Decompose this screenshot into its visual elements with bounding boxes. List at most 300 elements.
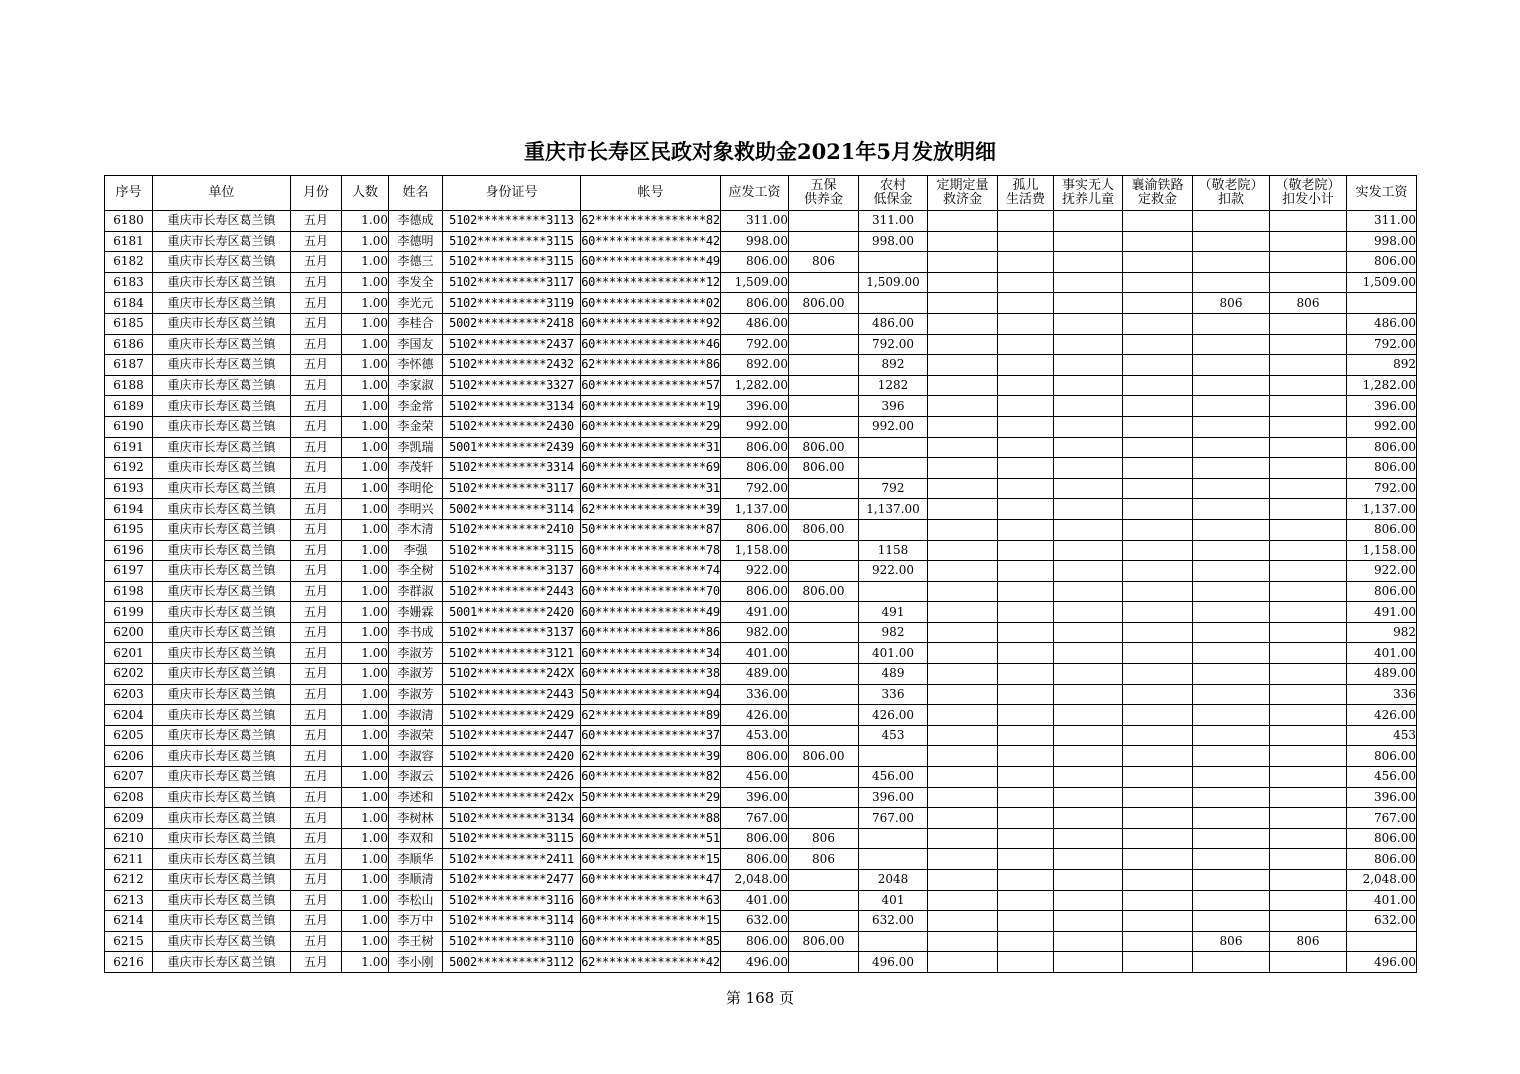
table-cell: 重庆市长寿区葛兰镇	[153, 375, 291, 396]
table-cell	[1270, 849, 1347, 870]
table-cell	[1123, 231, 1193, 252]
table-row	[105, 375, 1417, 396]
table-cell	[998, 952, 1054, 973]
table-cell: 五月	[291, 890, 342, 911]
table-cell: 五月	[291, 622, 342, 643]
table-cell: 重庆市长寿区葛兰镇	[153, 684, 291, 705]
table-cell	[1054, 561, 1123, 582]
table-cell	[1193, 684, 1270, 705]
table-cell: 767.00	[721, 808, 789, 829]
table-cell: 重庆市长寿区葛兰镇	[153, 416, 291, 437]
table-cell: 5102**********3110	[443, 931, 581, 952]
table-cell: 李淑容	[389, 746, 443, 767]
table-cell	[789, 313, 859, 334]
table-cell: 60****************31	[581, 478, 721, 499]
table-cell	[1270, 252, 1347, 273]
table-cell	[998, 437, 1054, 458]
table-cell	[1193, 787, 1270, 808]
table-cell	[1123, 272, 1193, 293]
table-cell	[928, 334, 998, 355]
table-cell: 486.00	[721, 313, 789, 334]
table-cell	[1193, 808, 1270, 829]
table-cell: 重庆市长寿区葛兰镇	[153, 746, 291, 767]
table-cell	[1270, 911, 1347, 932]
table-cell: 李淑芳	[389, 643, 443, 664]
table-cell: 62****************86	[581, 355, 721, 376]
table-cell: 311.00	[859, 211, 928, 232]
table-cell: 五月	[291, 478, 342, 499]
table-cell	[998, 313, 1054, 334]
table-cell: 6197	[105, 561, 153, 582]
table-cell: 5102**********2429	[443, 705, 581, 726]
table-cell: 6198	[105, 581, 153, 602]
table-cell: 李双和	[389, 828, 443, 849]
table-cell: 60****************02	[581, 293, 721, 314]
table-cell: 401.00	[1347, 643, 1417, 664]
table-cell	[928, 437, 998, 458]
table-cell	[1054, 767, 1123, 788]
table-cell: 60****************34	[581, 643, 721, 664]
table-row	[105, 334, 1417, 355]
table-cell: 806	[1193, 293, 1270, 314]
table-cell	[1123, 313, 1193, 334]
column-header: 孤儿 生活费	[998, 176, 1054, 211]
table-cell: 806.00	[1347, 252, 1417, 273]
table-cell: 5102**********3119	[443, 293, 581, 314]
table-cell	[998, 725, 1054, 746]
table-cell: 60****************82	[581, 767, 721, 788]
table-cell	[789, 622, 859, 643]
column-header: 身份证号	[443, 176, 581, 211]
table-cell	[998, 931, 1054, 952]
table-cell: 李德明	[389, 231, 443, 252]
table-cell	[928, 231, 998, 252]
table-cell	[789, 375, 859, 396]
table-cell: 1.00	[342, 416, 389, 437]
table-row	[105, 499, 1417, 520]
table-cell	[998, 334, 1054, 355]
table-cell: 5102**********2410	[443, 519, 581, 540]
table-cell	[1193, 313, 1270, 334]
table-cell: 336	[1347, 684, 1417, 705]
table-cell: 6191	[105, 437, 153, 458]
table-cell: 李淑云	[389, 767, 443, 788]
table-cell: 62****************89	[581, 705, 721, 726]
table-cell: 李家淑	[389, 375, 443, 396]
table-cell	[1123, 540, 1193, 561]
table-cell: 重庆市长寿区葛兰镇	[153, 293, 291, 314]
table-row	[105, 211, 1417, 232]
table-cell: 5102**********3115	[443, 252, 581, 273]
table-cell: 1.00	[342, 272, 389, 293]
table-cell: 806	[1270, 931, 1347, 952]
table-cell	[1123, 602, 1193, 623]
table-cell: 806.00	[1347, 458, 1417, 479]
column-header: （敬老院） 扣发小计	[1270, 176, 1347, 211]
table-cell	[1193, 396, 1270, 417]
table-row	[105, 870, 1417, 891]
table-cell: 5102**********3115	[443, 828, 581, 849]
table-cell: 456.00	[1347, 767, 1417, 788]
table-cell: 5102**********2432	[443, 355, 581, 376]
table-cell: 806.00	[789, 581, 859, 602]
table-cell	[1123, 787, 1193, 808]
table-cell: 五月	[291, 499, 342, 520]
table-row	[105, 540, 1417, 561]
table-cell: 992.00	[1347, 416, 1417, 437]
table-cell	[928, 355, 998, 376]
table-cell	[998, 478, 1054, 499]
table-cell: 五月	[291, 355, 342, 376]
table-cell: 396	[859, 396, 928, 417]
table-row	[105, 272, 1417, 293]
table-cell: 6209	[105, 808, 153, 829]
table-cell: 1.00	[342, 478, 389, 499]
table-cell	[1270, 272, 1347, 293]
table-cell: 311.00	[1347, 211, 1417, 232]
table-cell: 1,509.00	[1347, 272, 1417, 293]
table-cell: 60****************12	[581, 272, 721, 293]
table-cell	[789, 478, 859, 499]
table-cell: 491	[859, 602, 928, 623]
table-cell: 五月	[291, 767, 342, 788]
table-cell	[1270, 684, 1347, 705]
table-cell: 5102**********242X	[443, 664, 581, 685]
table-cell	[1123, 911, 1193, 932]
table-cell: 5102**********3327	[443, 375, 581, 396]
table-cell: 6213	[105, 890, 153, 911]
table-cell: 五月	[291, 334, 342, 355]
table-cell: 李淑清	[389, 705, 443, 726]
table-cell	[1270, 664, 1347, 685]
table-cell	[1054, 911, 1123, 932]
table-cell: 李树林	[389, 808, 443, 829]
table-cell: 982.00	[721, 622, 789, 643]
relief-payment-table	[104, 175, 1417, 973]
table-cell: 453.00	[721, 725, 789, 746]
table-cell: 806.00	[789, 519, 859, 540]
table-cell	[998, 705, 1054, 726]
table-cell: 五月	[291, 705, 342, 726]
table-cell	[1054, 334, 1123, 355]
table-cell	[1054, 643, 1123, 664]
table-cell	[1123, 416, 1193, 437]
table-cell: 5102**********2443	[443, 684, 581, 705]
table-cell: 1.00	[342, 643, 389, 664]
table-cell: 1,158.00	[721, 540, 789, 561]
table-cell	[789, 416, 859, 437]
table-cell	[1123, 437, 1193, 458]
table-cell	[998, 622, 1054, 643]
table-cell: 重庆市长寿区葛兰镇	[153, 602, 291, 623]
table-cell	[1270, 602, 1347, 623]
table-cell: 806.00	[789, 746, 859, 767]
table-cell	[1054, 705, 1123, 726]
table-cell: 重庆市长寿区葛兰镇	[153, 622, 291, 643]
table-row	[105, 787, 1417, 808]
table-row	[105, 478, 1417, 499]
table-cell	[1123, 725, 1193, 746]
table-cell	[1054, 272, 1123, 293]
table-cell: 2,048.00	[1347, 870, 1417, 891]
table-cell	[1193, 231, 1270, 252]
table-cell: 806.00	[789, 458, 859, 479]
table-cell: 998.00	[721, 231, 789, 252]
table-cell: 396.00	[1347, 787, 1417, 808]
table-cell	[789, 890, 859, 911]
table-cell	[1270, 767, 1347, 788]
table-cell	[789, 911, 859, 932]
table-cell: 5102**********3117	[443, 272, 581, 293]
table-cell: 60****************49	[581, 602, 721, 623]
table-cell	[998, 767, 1054, 788]
table-cell	[928, 272, 998, 293]
table-cell: 426.00	[1347, 705, 1417, 726]
table-cell	[1123, 767, 1193, 788]
table-row	[105, 252, 1417, 273]
table-cell	[928, 725, 998, 746]
table-cell: 6182	[105, 252, 153, 273]
table-cell: 李顺华	[389, 849, 443, 870]
table-cell	[1054, 808, 1123, 829]
table-cell	[1193, 952, 1270, 973]
table-cell: 五月	[291, 746, 342, 767]
column-header: 定期定量 救济金	[928, 176, 998, 211]
table-row	[105, 828, 1417, 849]
table-cell: 五月	[291, 952, 342, 973]
table-cell: 五月	[291, 931, 342, 952]
table-cell: 806.00	[789, 293, 859, 314]
table-row	[105, 684, 1417, 705]
table-cell: 1,509.00	[721, 272, 789, 293]
table-cell	[1270, 890, 1347, 911]
table-cell	[928, 787, 998, 808]
table-cell	[928, 396, 998, 417]
table-cell	[998, 664, 1054, 685]
table-row	[105, 952, 1417, 973]
table-cell: 1.00	[342, 931, 389, 952]
table-cell	[1270, 416, 1347, 437]
page-number: 第 168 页	[725, 989, 795, 1007]
table-cell: 60****************15	[581, 849, 721, 870]
table-cell: 489.00	[721, 664, 789, 685]
table-cell	[1270, 211, 1347, 232]
table-header-row	[105, 176, 1417, 211]
table-cell: 982	[1347, 622, 1417, 643]
table-cell: 五月	[291, 375, 342, 396]
table-cell	[928, 622, 998, 643]
table-cell	[1054, 602, 1123, 623]
table-cell: 5102**********2447	[443, 725, 581, 746]
table-cell: 5102**********3113	[443, 211, 581, 232]
table-cell: 60****************74	[581, 561, 721, 582]
table-cell	[1193, 437, 1270, 458]
table-cell: 1,282.00	[721, 375, 789, 396]
table-cell: 60****************86	[581, 622, 721, 643]
table-cell: 396.00	[859, 787, 928, 808]
table-cell	[928, 478, 998, 499]
table-cell	[1123, 519, 1193, 540]
table-cell: 6207	[105, 767, 153, 788]
table-cell: 李群淑	[389, 581, 443, 602]
column-header: 事实无人 抚养儿童	[1054, 176, 1123, 211]
table-cell: 五月	[291, 911, 342, 932]
table-cell: 重庆市长寿区葛兰镇	[153, 478, 291, 499]
table-row	[105, 293, 1417, 314]
table-cell: 5102**********2430	[443, 416, 581, 437]
table-row	[105, 458, 1417, 479]
table-cell	[1270, 808, 1347, 829]
table-cell: 五月	[291, 581, 342, 602]
table-cell	[928, 375, 998, 396]
table-cell	[928, 293, 998, 314]
table-cell: 806	[789, 252, 859, 273]
table-cell: 1.00	[342, 870, 389, 891]
table-cell: 5001**********2439	[443, 437, 581, 458]
table-cell: 李小刚	[389, 952, 443, 973]
table-cell: 李松山	[389, 890, 443, 911]
table-cell	[1054, 252, 1123, 273]
table-cell	[1193, 252, 1270, 273]
table-cell: 892	[859, 355, 928, 376]
table-cell	[1054, 437, 1123, 458]
table-cell	[998, 870, 1054, 891]
table-cell: 1.00	[342, 767, 389, 788]
table-cell	[1123, 211, 1193, 232]
table-cell: 60****************31	[581, 437, 721, 458]
column-header: 月份	[291, 176, 342, 211]
table-cell	[998, 499, 1054, 520]
table-cell: 1.00	[342, 334, 389, 355]
table-cell	[789, 767, 859, 788]
column-header: （敬老院） 扣款	[1193, 176, 1270, 211]
table-cell: 李茂轩	[389, 458, 443, 479]
table-cell: 重庆市长寿区葛兰镇	[153, 437, 291, 458]
table-cell	[1054, 952, 1123, 973]
table-cell: 李姗霖	[389, 602, 443, 623]
table-cell	[998, 561, 1054, 582]
table-cell: 60****************49	[581, 252, 721, 273]
table-cell: 60****************92	[581, 313, 721, 334]
table-cell: 6216	[105, 952, 153, 973]
table-cell: 62****************39	[581, 499, 721, 520]
table-cell: 792.00	[859, 334, 928, 355]
table-cell: 806.00	[1347, 519, 1417, 540]
table-cell: 五月	[291, 396, 342, 417]
table-cell: 453	[859, 725, 928, 746]
table-cell: 60****************46	[581, 334, 721, 355]
table-cell: 806.00	[721, 931, 789, 952]
table-cell: 396.00	[721, 787, 789, 808]
table-cell	[859, 581, 928, 602]
table-cell	[1193, 622, 1270, 643]
table-cell	[1193, 375, 1270, 396]
table-cell: 792	[859, 478, 928, 499]
table-cell: 1.00	[342, 355, 389, 376]
table-cell	[928, 602, 998, 623]
table-cell: 1.00	[342, 437, 389, 458]
table-cell	[1054, 725, 1123, 746]
table-cell: 60****************88	[581, 808, 721, 829]
table-cell	[998, 643, 1054, 664]
table-row	[105, 931, 1417, 952]
table-cell	[1270, 828, 1347, 849]
table-cell	[1270, 643, 1347, 664]
table-cell: 922.00	[859, 561, 928, 582]
table-cell: 1.00	[342, 684, 389, 705]
table-cell: 491.00	[1347, 602, 1417, 623]
table-cell	[998, 293, 1054, 314]
table-cell	[1054, 478, 1123, 499]
table-cell	[1054, 293, 1123, 314]
table-cell	[1123, 375, 1193, 396]
table-row	[105, 519, 1417, 540]
table-cell	[928, 458, 998, 479]
table-cell	[928, 890, 998, 911]
table-cell	[1270, 705, 1347, 726]
table-cell	[859, 519, 928, 540]
table-cell: 5102**********3117	[443, 478, 581, 499]
column-header: 姓名	[389, 176, 443, 211]
table-cell	[1193, 581, 1270, 602]
table-cell: 806.00	[721, 746, 789, 767]
table-cell: 632.00	[859, 911, 928, 932]
table-cell: 806.00	[721, 828, 789, 849]
table-cell: 重庆市长寿区葛兰镇	[153, 396, 291, 417]
table-cell	[928, 664, 998, 685]
table-cell: 李金常	[389, 396, 443, 417]
table-cell: 806.00	[721, 293, 789, 314]
table-cell: 1,137.00	[859, 499, 928, 520]
table-cell: 1.00	[342, 725, 389, 746]
table-cell: 1.00	[342, 602, 389, 623]
table-cell	[1054, 828, 1123, 849]
table-cell: 重庆市长寿区葛兰镇	[153, 581, 291, 602]
table-cell: 60****************19	[581, 396, 721, 417]
table-cell	[928, 499, 998, 520]
table-cell	[859, 931, 928, 952]
table-row	[105, 396, 1417, 417]
table-cell: 401.00	[721, 643, 789, 664]
table-cell: 60****************15	[581, 911, 721, 932]
column-header: 应发工资	[721, 176, 789, 211]
table-cell: 重庆市长寿区葛兰镇	[153, 911, 291, 932]
table-cell: 五月	[291, 684, 342, 705]
table-cell	[1123, 931, 1193, 952]
table-cell: 五月	[291, 664, 342, 685]
table-cell: 6188	[105, 375, 153, 396]
table-cell: 重庆市长寿区葛兰镇	[153, 458, 291, 479]
table-cell: 50****************29	[581, 787, 721, 808]
table-cell	[1193, 540, 1270, 561]
table-cell: 1,158.00	[1347, 540, 1417, 561]
table-cell: 重庆市长寿区葛兰镇	[153, 787, 291, 808]
table-cell	[998, 787, 1054, 808]
table-cell	[1054, 355, 1123, 376]
table-cell	[789, 231, 859, 252]
table-cell: 426.00	[721, 705, 789, 726]
table-cell: 五月	[291, 416, 342, 437]
table-cell	[1193, 458, 1270, 479]
table-row	[105, 890, 1417, 911]
table-cell	[1123, 746, 1193, 767]
table-cell: 5102**********2420	[443, 746, 581, 767]
table-cell	[998, 375, 1054, 396]
table-cell	[1123, 334, 1193, 355]
table-cell: 5102**********3116	[443, 890, 581, 911]
table-cell	[998, 396, 1054, 417]
table-cell: 重庆市长寿区葛兰镇	[153, 767, 291, 788]
